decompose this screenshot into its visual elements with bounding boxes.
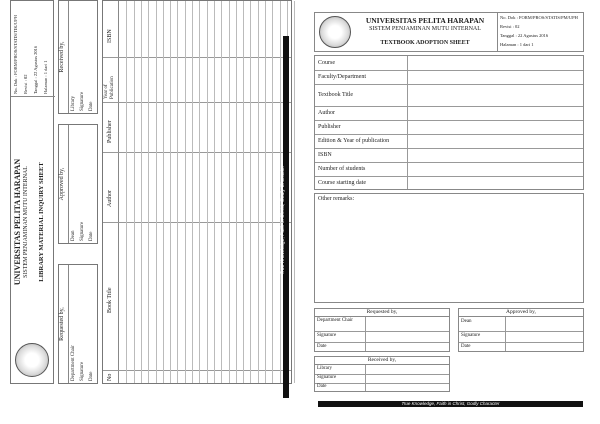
table-row: [294, 1, 295, 383]
left-university: UNIVERSITAS PELITA HARAPAN: [13, 158, 22, 286]
field-label: ISBN: [318, 151, 332, 158]
col-publisher: Publisher: [107, 120, 113, 143]
block-row-line: [315, 331, 449, 332]
right-recv-signature: Signature: [317, 375, 337, 380]
col-book-title: Book Title: [107, 287, 113, 313]
right-doc-info: [497, 13, 583, 51]
other-remarks-label: Other remarks:: [318, 196, 355, 202]
left-approved-block: [58, 124, 98, 244]
field-value[interactable]: [408, 56, 583, 70]
field-label: Textbook Title: [318, 91, 354, 98]
table-row: [221, 1, 222, 383]
table-row: [199, 1, 200, 383]
field-label: Edition & Year of publication: [318, 137, 390, 144]
left-table-header: [103, 1, 119, 383]
table-row: [229, 1, 230, 383]
table-row: [185, 1, 186, 383]
table-row: [177, 1, 178, 383]
right-fields-table: [314, 55, 584, 190]
left-tanggal: Tanggal : 22 Agustus 2016: [33, 45, 38, 94]
left-doc-info: [11, 0, 55, 97]
table-row: [134, 1, 135, 383]
left-req-dept: Department Chair: [71, 345, 76, 381]
table-row: [156, 1, 157, 383]
field-label: Course starting date: [318, 180, 366, 186]
right-recv-library: Library: [317, 366, 332, 371]
bottom-tagline-bar: True Knowledge, Faith in Christ, Godly Character: [318, 401, 583, 407]
right-system: SISTEM PENJAMINAN MUTU INTERNAL: [369, 26, 481, 32]
left-system: SISTEM PENJAMINAN MUTU INTERNAL: [23, 166, 29, 278]
left-received-label: Received by,: [59, 1, 69, 113]
field-value[interactable]: [408, 162, 583, 176]
library-inquiry-sheet: [10, 0, 292, 384]
field-value[interactable]: [408, 84, 583, 106]
col-isbn: ISBN: [107, 29, 113, 43]
right-received-label: Received by,: [315, 357, 449, 365]
table-row: [126, 1, 127, 383]
table-row: [192, 1, 193, 383]
right-tanggal: Tanggal : 22 Agustus 2016: [500, 33, 549, 38]
block-row-line: [315, 342, 449, 343]
table-row: [250, 1, 251, 383]
left-header: [10, 0, 54, 384]
field-label: Number of students: [318, 165, 366, 172]
table-row: [258, 1, 259, 383]
block-row-line: [315, 383, 449, 384]
right-req-date: Date: [317, 344, 327, 349]
field-value[interactable]: [408, 134, 583, 148]
right-appr-signature: Signature: [461, 333, 481, 338]
table-row: [148, 1, 149, 383]
col-author: Author: [107, 190, 113, 207]
left-req-signature: Signature: [80, 361, 85, 381]
left-material-table: [102, 0, 292, 384]
col-divider: [103, 222, 291, 223]
right-appr-dean: Dean: [461, 319, 472, 324]
uph-logo: [15, 343, 49, 377]
field-label: Publisher: [318, 123, 341, 130]
left-appr-dean: Dean: [71, 230, 76, 241]
other-remarks-box[interactable]: [314, 193, 584, 303]
col-no: No: [107, 373, 113, 381]
right-halaman: Halaman : 1 dari 1: [500, 42, 534, 47]
block-divider: [365, 317, 366, 351]
table-row: [170, 1, 171, 383]
table-row: [214, 1, 215, 383]
right-title: TEXTBOOK ADOPTION SHEET: [380, 40, 470, 46]
block-row-line: [459, 331, 583, 332]
left-title: LIBRARY MATERIAL INQUIRY SHEET: [38, 162, 45, 282]
col-divider: [103, 57, 291, 58]
field-label: Author: [318, 109, 335, 116]
table-row: [207, 1, 208, 383]
right-approved-block: [458, 308, 584, 352]
right-appr-date: Date: [461, 344, 471, 349]
col-divider: [103, 370, 291, 371]
field-value[interactable]: [408, 70, 583, 84]
table-row: [141, 1, 142, 383]
table-row: [265, 1, 266, 383]
vertical-tagline-text: True Knowledge, Faith in Christ, Godly Character: [280, 165, 286, 275]
right-requested-label: Requested by,: [315, 309, 449, 317]
field-label: Faculty/Department: [318, 73, 366, 80]
col-year: Year of Publication: [104, 76, 115, 99]
field-value[interactable]: [408, 148, 583, 162]
left-appr-signature: Signature: [80, 221, 85, 241]
left-recv-library: Library: [71, 96, 76, 111]
left-req-date: Date: [89, 371, 94, 381]
table-row: [163, 1, 164, 383]
table-row: [243, 1, 244, 383]
right-received-block: [314, 356, 450, 392]
field-value[interactable]: [408, 120, 583, 134]
left-revisi: Revisi : 02: [23, 74, 28, 94]
field-label: Course: [318, 59, 335, 66]
left-recv-signature: Signature: [80, 91, 85, 111]
left-requested-block: [58, 264, 98, 384]
block-divider: [365, 365, 366, 391]
right-university: UNIVERSITAS PELITA HARAPAN: [365, 16, 485, 25]
left-appr-date: Date: [89, 231, 94, 241]
right-approved-label: Approved by,: [459, 309, 583, 317]
col-divider: [103, 102, 291, 103]
right-requested-block: [314, 308, 450, 352]
left-halaman: Halaman : 1 dari 1: [43, 60, 48, 94]
left-recv-date: Date: [89, 101, 94, 111]
right-header: [314, 12, 584, 52]
left-requested-label: Requested by,: [59, 265, 69, 383]
field-value[interactable]: [408, 176, 583, 191]
right-doc-no: No. Dok : FORM/PROS/STATIS/PM/UPH: [500, 15, 578, 20]
table-row: [236, 1, 237, 383]
col-divider: [103, 152, 291, 153]
block-divider: [505, 317, 506, 351]
left-approved-label: Approved by,: [59, 125, 69, 243]
field-value[interactable]: [408, 106, 583, 120]
table-row: [272, 1, 273, 383]
right-recv-date: Date: [317, 384, 327, 389]
block-row-line: [459, 342, 583, 343]
right-req-dept: Department Chair: [317, 318, 353, 323]
right-req-signature: Signature: [317, 333, 337, 338]
left-received-block: [58, 0, 98, 114]
right-revisi: Revisi : 02: [500, 24, 520, 29]
uph-logo: [319, 16, 351, 48]
left-doc-no: No. Dok : FORM/PROS/STATIS/TIK/UPH: [13, 15, 18, 94]
